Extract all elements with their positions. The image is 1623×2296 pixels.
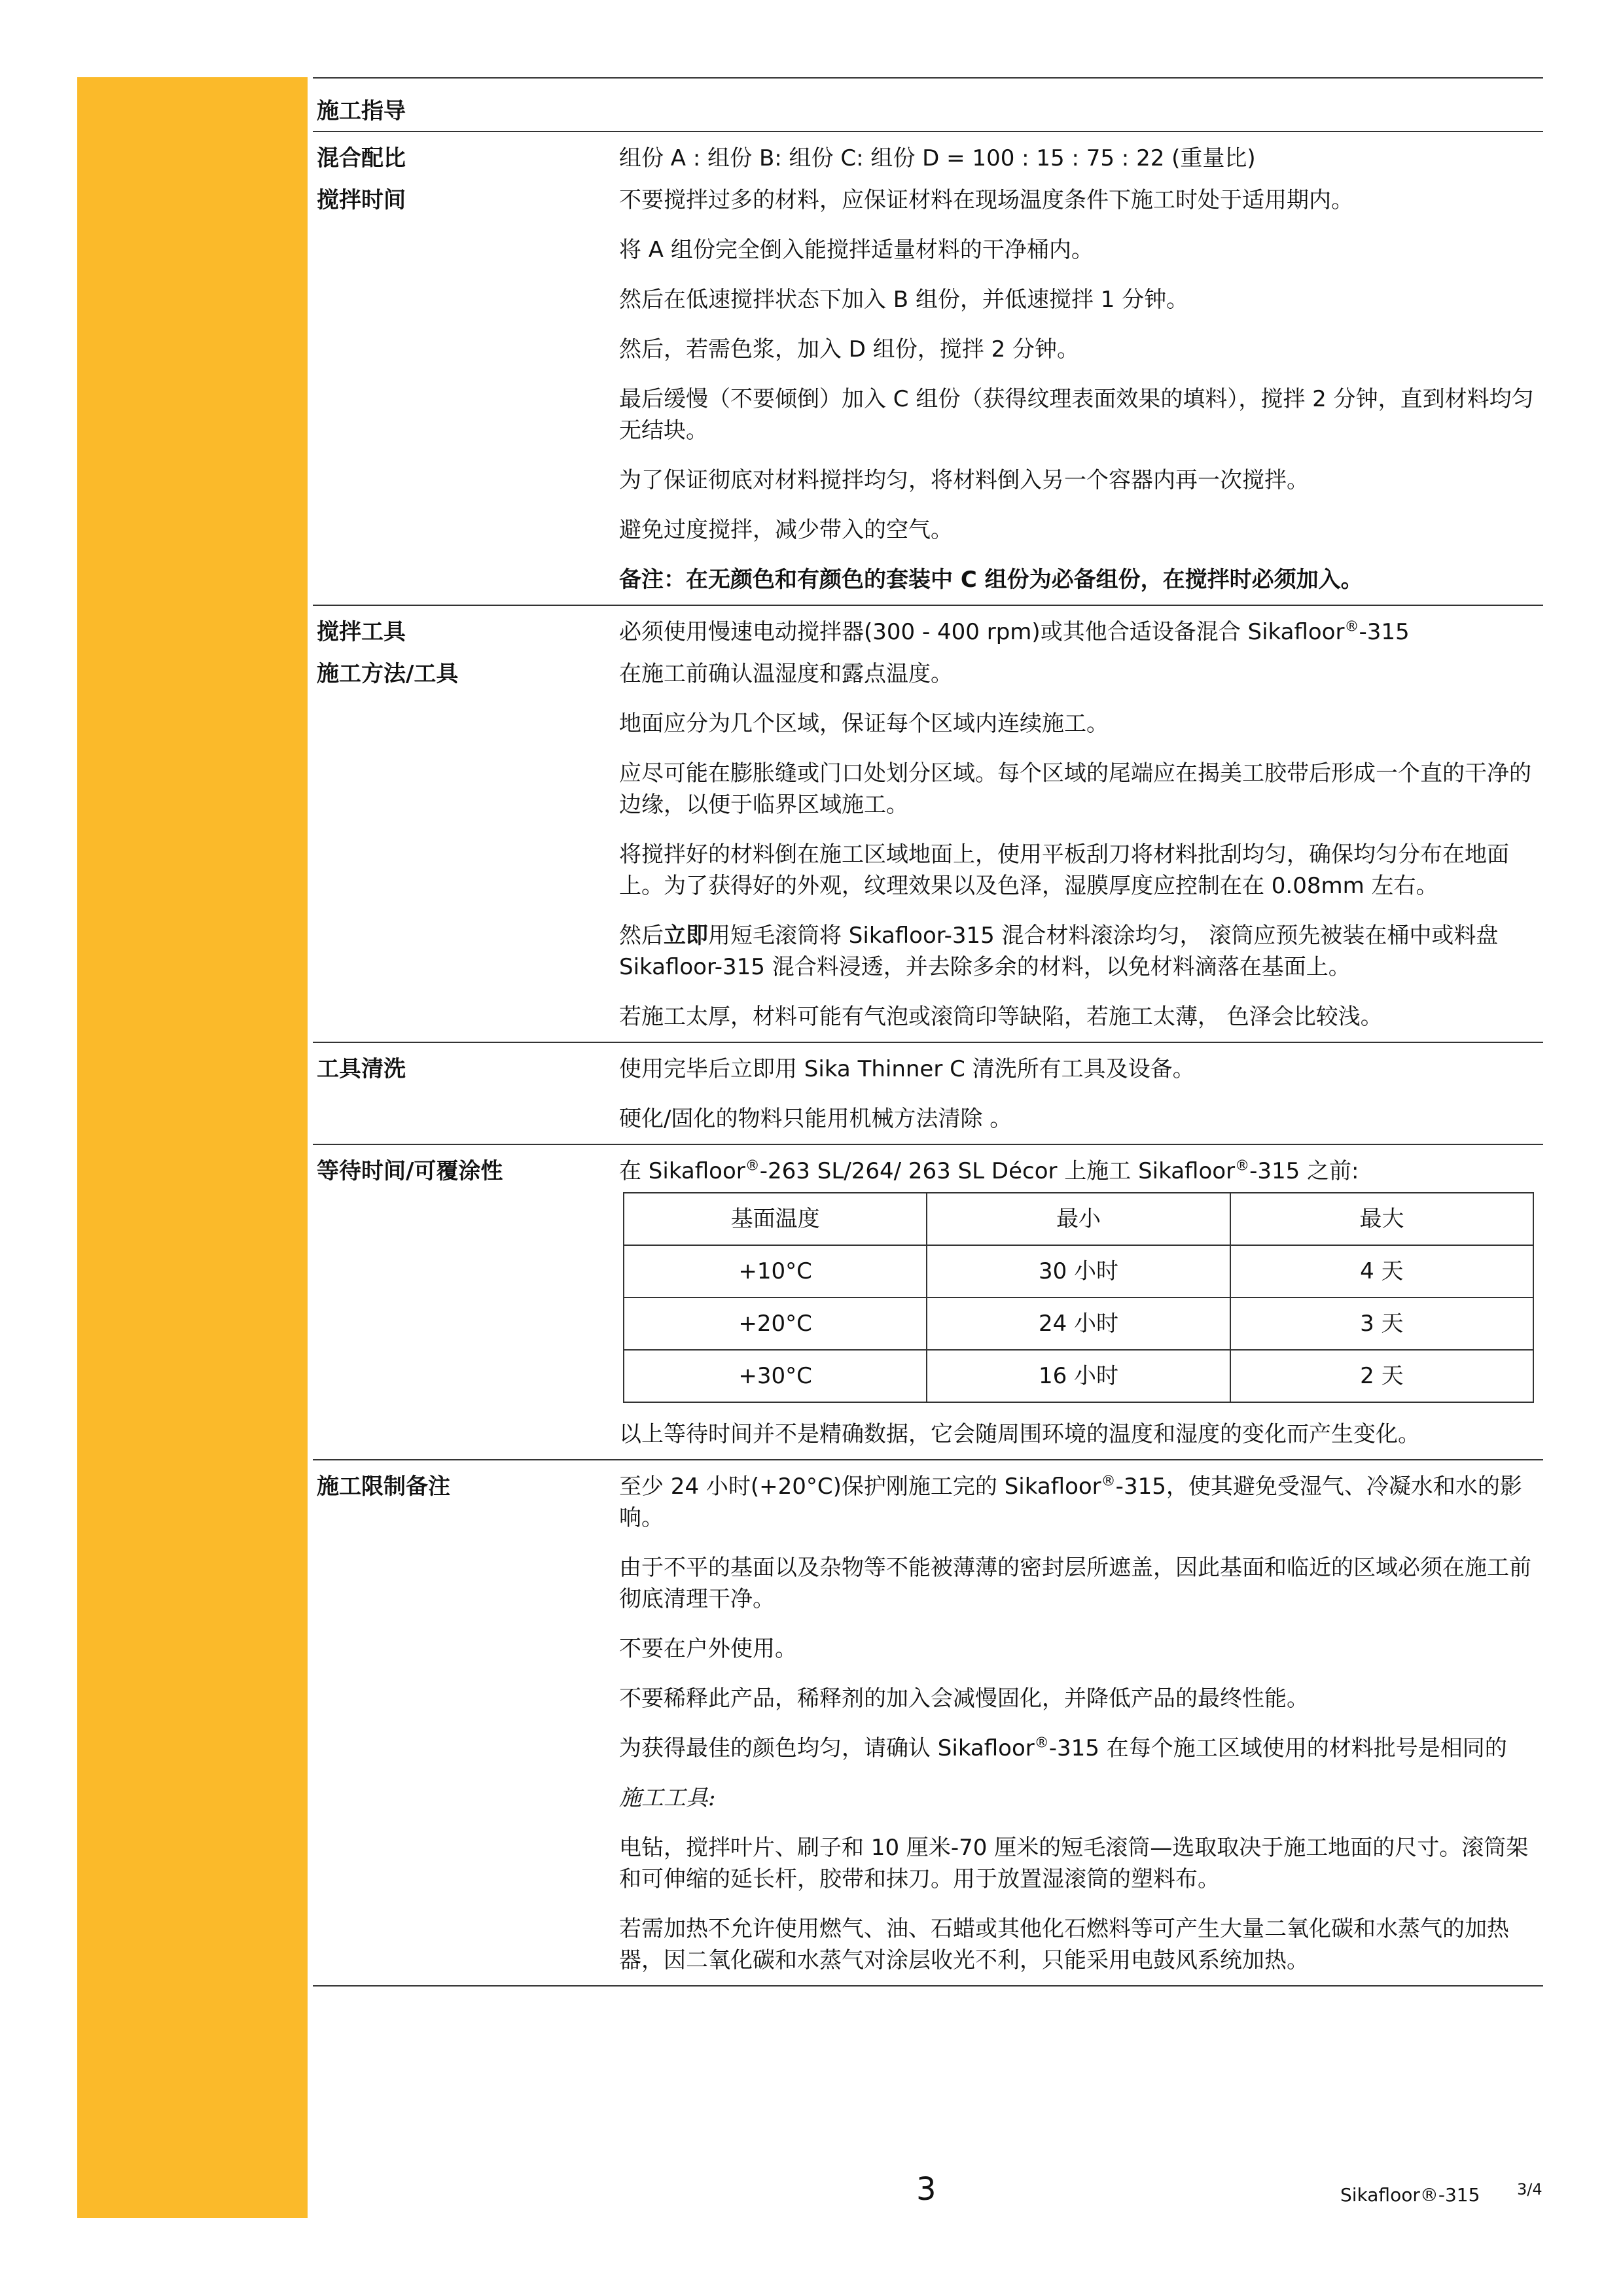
paragraph: 然后，若需色浆，加入 D 组份，搅拌 2 分钟。 — [619, 336, 1080, 362]
section-label: 等待时间/可覆涂性 — [317, 1158, 503, 1184]
paragraph: 避免过度搅拌，减少带入的空气。 — [619, 517, 953, 543]
paragraph: 应尽可能在膨胀缝或门口处划分区域。每个区域的尾端应在揭美工胶带后形成一个直的干净的边缘，以便于临界区域施工。 — [619, 760, 1531, 818]
paragraph: 在施工前确认温湿度和露点温度。 — [619, 661, 953, 687]
subheading: 施工工具: — [619, 1785, 716, 1811]
paragraph: 以上等待时间并不是精确数据，它会随周围环境的温度和湿度的变化而产生变化。 — [619, 1421, 1420, 1447]
mix-ratio-text: 组份 A : 组份 B: 组份 C: 组份 D = 100 : 15 : 75 : 22 (重量比) — [619, 145, 1256, 171]
section-label: 搅拌时间 — [317, 187, 406, 213]
page-number: 3 — [916, 2171, 936, 2208]
table-cell: 3 天 — [1230, 1298, 1533, 1350]
paragraph: 若需加热不允许使用燃气、油、石蜡或其他化石燃料等可产生大量二氧化碳和水蒸气的加热器，因二氧化碳和水蒸气对涂层收光不利，只能采用电鼓风系统加热。 — [619, 1916, 1509, 1973]
section-mix-ratio — [313, 132, 1543, 183]
table-header-cell: 最小 — [927, 1193, 1230, 1245]
paragraph: 将搅拌好的材料倒在施工区域地面上，使用平板刮刀将材料批刮均匀，确保均匀分布在地面上。为了获得好的外观，纹理效果以及色泽，湿膜厚度应控制在在 0.08mm 左右。 — [619, 841, 1509, 899]
paragraph: 不要稀释此产品，稀释剂的加入会减慢固化，并降低产品的最终性能。 — [619, 1686, 1309, 1712]
footer-product-name: Sikafloor®-315 — [1340, 2184, 1480, 2206]
table-header-row — [624, 1193, 1533, 1245]
table-row — [624, 1245, 1533, 1298]
section-label: 搅拌工具 — [317, 619, 406, 645]
paragraph: 然后在低速搅拌状态下加入 B 组份，并低速搅拌 1 分钟。 — [619, 287, 1189, 313]
paragraph: 为获得最佳的颜色均匀，请确认 Sikafloor®-315 在每个施工区域使用的材料批号是相同的 — [619, 1735, 1507, 1761]
paragraph: 最后缓慢（不要倾倒）加入 C 组份（获得纹理表面效果的填料），搅拌 2 分钟，直到材料均匀无结块。 — [619, 386, 1534, 444]
table-header-cell: 基面温度 — [624, 1193, 927, 1245]
paragraph: 地面应分为几个区域，保证每个区域内连续施工。 — [619, 711, 1109, 737]
paragraph: 电钻，搅拌叶片、刷子和 10 厘米-70 厘米的短毛滚筒—选取取决于施工地面的尺寸。滚筒架和可伸缩的延长杆，胶带和抹刀。用于放置湿滚筒的塑料布。 — [619, 1835, 1529, 1892]
paragraph: 由于不平的基面以及杂物等不能被薄薄的密封层所遮盖，因此基面和临近的区域必须在施工前彻底清理干净。 — [619, 1555, 1531, 1612]
section-label: 施工方法/工具 — [317, 661, 459, 687]
section-label: 混合配比 — [317, 145, 406, 171]
section-method — [313, 657, 1543, 1042]
paragraph: 硬化/固化的物料只能用机械方法清除 。 — [619, 1106, 1012, 1132]
table-cell: 30 小时 — [927, 1245, 1230, 1298]
paragraph: 为了保证彻底对材料搅拌均匀，将材料倒入另一个容器内再一次搅拌。 — [619, 467, 1309, 493]
table-cell: 24 小时 — [927, 1298, 1230, 1350]
paragraph: 若施工太厚，材料可能有气泡或滚筒印等缺陷，若施工太薄， 色泽会比较浅。 — [619, 1004, 1383, 1030]
table-row — [624, 1350, 1533, 1402]
footer-page-count: 3/4 — [1517, 2180, 1543, 2199]
section-cleaning — [313, 1043, 1543, 1144]
paragraph: 必须使用慢速电动搅拌器(300 - 400 rpm)或其他合适设备混合 Sikafloor®-315 — [619, 618, 1410, 645]
paragraph: 然后立即用短毛滚筒将 Sikafloor-315 混合材料滚涂均匀， 滚筒应预先被装在桶中或料盘 Sikafloor-315 混合料浸透，并去除多余的材料，以免材料滴落在基面上。 — [619, 923, 1499, 980]
table-cell: +10°C — [624, 1245, 927, 1298]
page-heading: 施工指导 — [317, 98, 406, 124]
table-cell: 4 天 — [1230, 1245, 1533, 1298]
bottom-divider — [313, 1985, 1543, 1987]
accent-bar — [77, 77, 308, 2218]
section-mixing-tools — [313, 606, 1543, 657]
section-limitations — [313, 1460, 1543, 1985]
section-label: 施工限制备注 — [317, 1474, 450, 1500]
paragraph: 将 A 组份完全倒入能搅拌适量材料的干净桶内。 — [619, 237, 1094, 263]
table-cell: +20°C — [624, 1298, 927, 1350]
section-mixing-time — [313, 183, 1543, 605]
paragraph: 不要在户外使用。 — [619, 1636, 797, 1662]
paragraph: 不要搅拌过多的材料，应保证材料在现场温度条件下施工时处于适用期内。 — [619, 187, 1353, 213]
table-header-cell: 最大 — [1230, 1193, 1533, 1245]
waiting-time-table — [623, 1192, 1534, 1403]
content — [313, 77, 1543, 1987]
table-row — [624, 1298, 1533, 1350]
table-cell: 16 小时 — [927, 1350, 1230, 1402]
paragraph: 在 Sikafloor®-263 SL/264/ 263 SL Décor 上施工 Sikafloor®-315 之前: — [619, 1157, 1359, 1184]
paragraph: 使用完毕后立即用 Sika Thinner C 清洗所有工具及设备。 — [619, 1056, 1195, 1082]
section-waiting-time — [313, 1145, 1543, 1459]
note-paragraph: 备注：在无颜色和有颜色的套装中 C 组份为必备组份，在搅拌时必须加入。 — [619, 567, 1363, 593]
paragraph: 至少 24 小时(+20°C)保护刚施工完的 Sikafloor®-315，使其避免受湿气、冷凝水和水的影响。 — [619, 1473, 1522, 1531]
table-cell: +30°C — [624, 1350, 927, 1402]
section-label: 工具清洗 — [317, 1056, 406, 1082]
table-cell: 2 天 — [1230, 1350, 1533, 1402]
